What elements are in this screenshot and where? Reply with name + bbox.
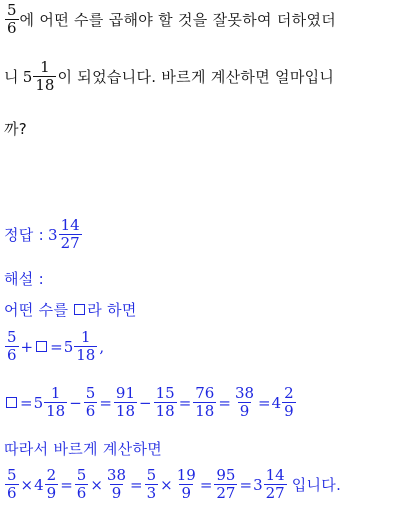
numerator: 5 xyxy=(85,384,96,402)
math-operator: + xyxy=(20,337,34,356)
fraction xyxy=(84,385,98,420)
denominator: 6 xyxy=(76,484,87,502)
fraction xyxy=(233,385,256,420)
mixed-whole: 5 xyxy=(22,67,33,86)
denominator: 3 xyxy=(146,484,157,502)
fraction xyxy=(114,385,137,420)
math-operator: = xyxy=(130,475,143,494)
math-operator: − xyxy=(69,393,82,412)
problem-text: 까? xyxy=(4,120,28,138)
denominator: 9 xyxy=(239,402,250,420)
unknown-box-icon xyxy=(36,341,47,352)
answer-line xyxy=(4,217,83,252)
numerator: 38 xyxy=(106,466,127,484)
mixed-whole: 3 xyxy=(48,225,58,244)
problem-line-3 xyxy=(4,118,27,139)
fraction xyxy=(5,329,19,364)
answer-label: 정답 : xyxy=(4,226,45,244)
math-operator: = xyxy=(60,475,73,494)
denominator: 6 xyxy=(7,484,17,502)
numerator: 2 xyxy=(46,466,57,484)
math-operator: = xyxy=(258,393,271,412)
fraction xyxy=(33,59,56,94)
numerator: 76 xyxy=(195,384,215,402)
math-text: 어떤 수를 xyxy=(4,301,69,319)
denominator: 18 xyxy=(35,76,55,94)
problem-text: 이 되었습니다. 바르게 계산하면 얼마입니 xyxy=(57,68,335,86)
fraction xyxy=(5,2,19,37)
denominator: 6 xyxy=(85,402,96,420)
fraction xyxy=(45,467,59,502)
problem-text: 니 xyxy=(4,68,19,86)
fraction xyxy=(175,467,198,502)
numerator: 5 xyxy=(7,466,17,484)
fraction xyxy=(154,385,177,420)
fraction xyxy=(264,467,287,502)
math-text: 따라서 바르게 계산하면 xyxy=(4,440,163,458)
math-operator: = xyxy=(20,393,33,412)
equation-2 xyxy=(4,385,297,420)
numerator: 5 xyxy=(76,466,87,484)
math-operator: × xyxy=(160,475,173,494)
unknown-box-icon xyxy=(74,304,85,315)
problem-line-2 xyxy=(4,59,334,94)
fraction xyxy=(74,329,97,364)
whole-number: 4 xyxy=(34,475,44,494)
math-operator: = xyxy=(178,393,192,412)
fraction xyxy=(145,467,159,502)
denominator: 6 xyxy=(7,19,17,37)
denominator: 27 xyxy=(60,234,80,252)
solution-step-2 xyxy=(4,438,162,459)
fraction xyxy=(59,217,82,252)
fraction xyxy=(75,467,89,502)
math-operator: = xyxy=(99,393,112,412)
whole-number: 3 xyxy=(253,475,263,494)
fraction xyxy=(214,467,237,502)
denominator: 27 xyxy=(216,484,236,502)
numerator: 5 xyxy=(7,1,17,19)
problem-line-1 xyxy=(4,2,336,37)
solution-heading xyxy=(4,268,44,289)
problem-text: 에 어떤 수를 곱해야 할 것을 잘못하여 더하였더 xyxy=(19,11,337,29)
denominator: 18 xyxy=(195,402,215,420)
math-operator: = xyxy=(218,393,231,412)
fraction xyxy=(5,467,19,502)
math-operator: − xyxy=(139,393,152,412)
numerator: 1 xyxy=(81,328,91,346)
numerator: 19 xyxy=(176,466,196,484)
numerator: 1 xyxy=(40,58,50,76)
whole-number: 5 xyxy=(63,337,74,356)
math-operator: × xyxy=(90,475,103,494)
numerator: 14 xyxy=(60,216,80,234)
fraction xyxy=(282,385,296,420)
denominator: 9 xyxy=(284,402,294,420)
numerator: 15 xyxy=(155,384,175,402)
math-operator: = xyxy=(199,475,213,494)
denominator: 6 xyxy=(7,346,17,364)
numerator: 91 xyxy=(115,384,136,402)
numerator: 95 xyxy=(216,466,236,484)
fraction xyxy=(44,385,67,420)
unknown-box-icon xyxy=(6,397,17,408)
denominator: 9 xyxy=(181,484,192,502)
numerator: 2 xyxy=(284,384,294,402)
numerator: 14 xyxy=(265,466,285,484)
denominator: 18 xyxy=(76,346,96,364)
math-text: 라 하면 xyxy=(87,301,137,319)
whole-number: 4 xyxy=(271,393,282,412)
equation-3 xyxy=(4,467,341,502)
denominator: 18 xyxy=(46,402,66,420)
math-operator: = xyxy=(239,475,253,494)
denominator: 9 xyxy=(46,484,57,502)
fraction xyxy=(193,385,216,420)
numerator: 5 xyxy=(146,466,157,484)
denominator: 27 xyxy=(265,484,285,502)
numerator: 5 xyxy=(7,328,17,346)
numerator: 38 xyxy=(234,384,255,402)
numerator: 1 xyxy=(50,384,61,402)
math-text: 입니다. xyxy=(291,476,342,494)
denominator: 18 xyxy=(115,402,136,420)
math-text: 해설 : xyxy=(4,270,45,288)
solution-step-1 xyxy=(4,299,137,320)
denominator: 9 xyxy=(111,484,122,502)
denominator: 18 xyxy=(155,402,175,420)
math-operator: , xyxy=(99,337,105,356)
math-operator: × xyxy=(20,475,34,494)
fraction xyxy=(105,467,128,502)
whole-number: 5 xyxy=(33,393,44,412)
math-operator: = xyxy=(50,337,63,356)
equation-1 xyxy=(4,329,105,364)
